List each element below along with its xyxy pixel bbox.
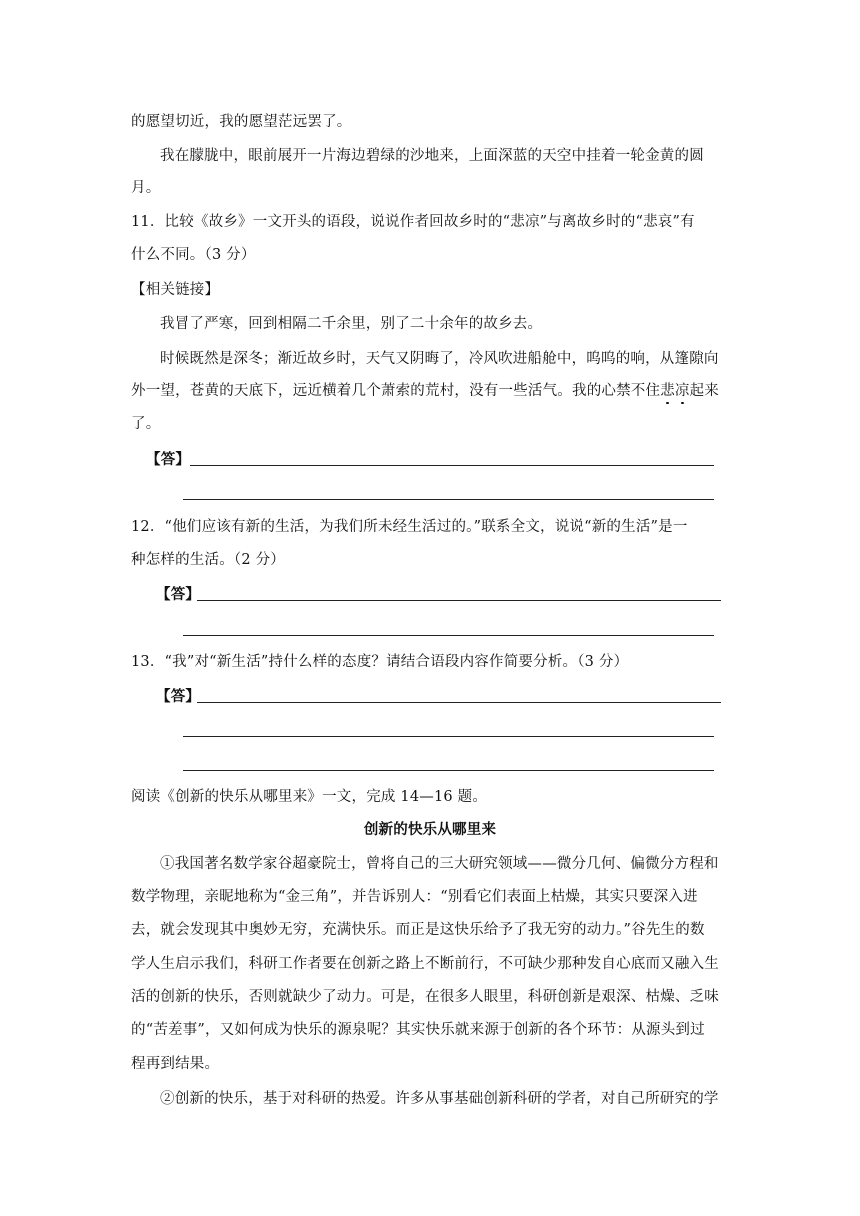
question-12-line: 种怎样的生活。（2 分）	[131, 552, 285, 568]
question-13-line: 13．“我”对“新生活”持什么样的态度？请结合语段内容作简要分析。（3 分）	[131, 654, 629, 670]
article-line: 学人生启示我们，科研工作者要在创新之路上不断前行，不可缺少那种发自心底而又融入生	[131, 956, 719, 972]
article-line: 去，就会发现其中奥妙无穷，充满快乐。而正是这快乐给予了我无穷的动力。”谷先生的数	[131, 922, 705, 938]
paragraph-line: 月。	[131, 180, 161, 196]
answer-line[interactable]	[183, 635, 714, 636]
answer-label: 【答】	[156, 586, 201, 603]
text-span: 起来	[689, 383, 720, 399]
answer-label: 【答】	[156, 688, 201, 705]
paragraph-line: 的愿望切近，我的愿望茫远罢了。	[131, 114, 352, 130]
question-11-line: 11．比较《故乡》一文开头的语段，说说作者回故乡时的“悲凉”与离故乡时的“悲哀”有	[131, 214, 695, 230]
answer-line[interactable]	[197, 600, 721, 601]
question-11-line: 什么不同。（3 分）	[131, 247, 256, 263]
related-link-text: 时候既然是深冬；渐近故乡时，天气又阴晦了，冷风吹进船舱中，呜呜的响，从篷隙向	[160, 351, 719, 367]
article-line: ①我国著名数学家谷超豪院士，曾将自己的三大研究领域——微分几何、偏微分方程和	[160, 856, 719, 872]
article-line: 活的创新的快乐，否则就缺少了动力。可是，在很多人眼里，科研创新是艰深、枯燥、乏味	[131, 989, 719, 1005]
answer-line[interactable]	[190, 465, 714, 466]
article-line: 数学物理，亲昵地称为“金三角”，并告诉别人：“别看它们表面上枯燥，其实只要深入进	[131, 889, 698, 905]
article-title: 创新的快乐从哪里来	[363, 821, 497, 838]
article-line: 程再到结果。	[131, 1056, 220, 1072]
article-line: 的“苦差事”，又如何成为快乐的源泉呢？其实快乐就来源于创新的各个环节：从源头到过	[131, 1022, 705, 1038]
reading-intro: 阅读《创新的快乐从哪里来》一文，完成 14—16 题。	[131, 789, 488, 805]
emphasized-char: 悲	[660, 383, 675, 399]
related-link-text	[131, 381, 719, 401]
answer-label: 【答】	[146, 451, 191, 468]
related-link-heading: 【相关链接】	[131, 282, 220, 298]
answer-line[interactable]	[183, 736, 714, 737]
related-link-text: 了。	[131, 416, 161, 432]
answer-line[interactable]	[183, 770, 714, 771]
text-span: 外一望，苍黄的天底下，远近横着几个萧索的荒村，没有一些活气。我的心禁不住	[131, 383, 661, 399]
article-line: ②创新的快乐，基于对科研的热爱。许多从事基础创新科研的学者，对自己所研究的学	[160, 1091, 719, 1107]
paragraph-line: 我在朦胧中，眼前展开一片海边碧绿的沙地来，上面深蓝的天空中挂着一轮金黄的圆	[160, 148, 704, 164]
related-link-text: 我冒了严寒，回到相隔二千余里，别了二十余年的故乡去。	[160, 316, 543, 332]
emphasized-char: 凉	[674, 383, 690, 399]
answer-line[interactable]	[197, 702, 721, 703]
question-12-line: 12．“他们应该有新的生活，为我们所未经生活过的。”联系全文，说说“新的生活”是一	[131, 519, 688, 535]
answer-line[interactable]	[183, 499, 714, 500]
